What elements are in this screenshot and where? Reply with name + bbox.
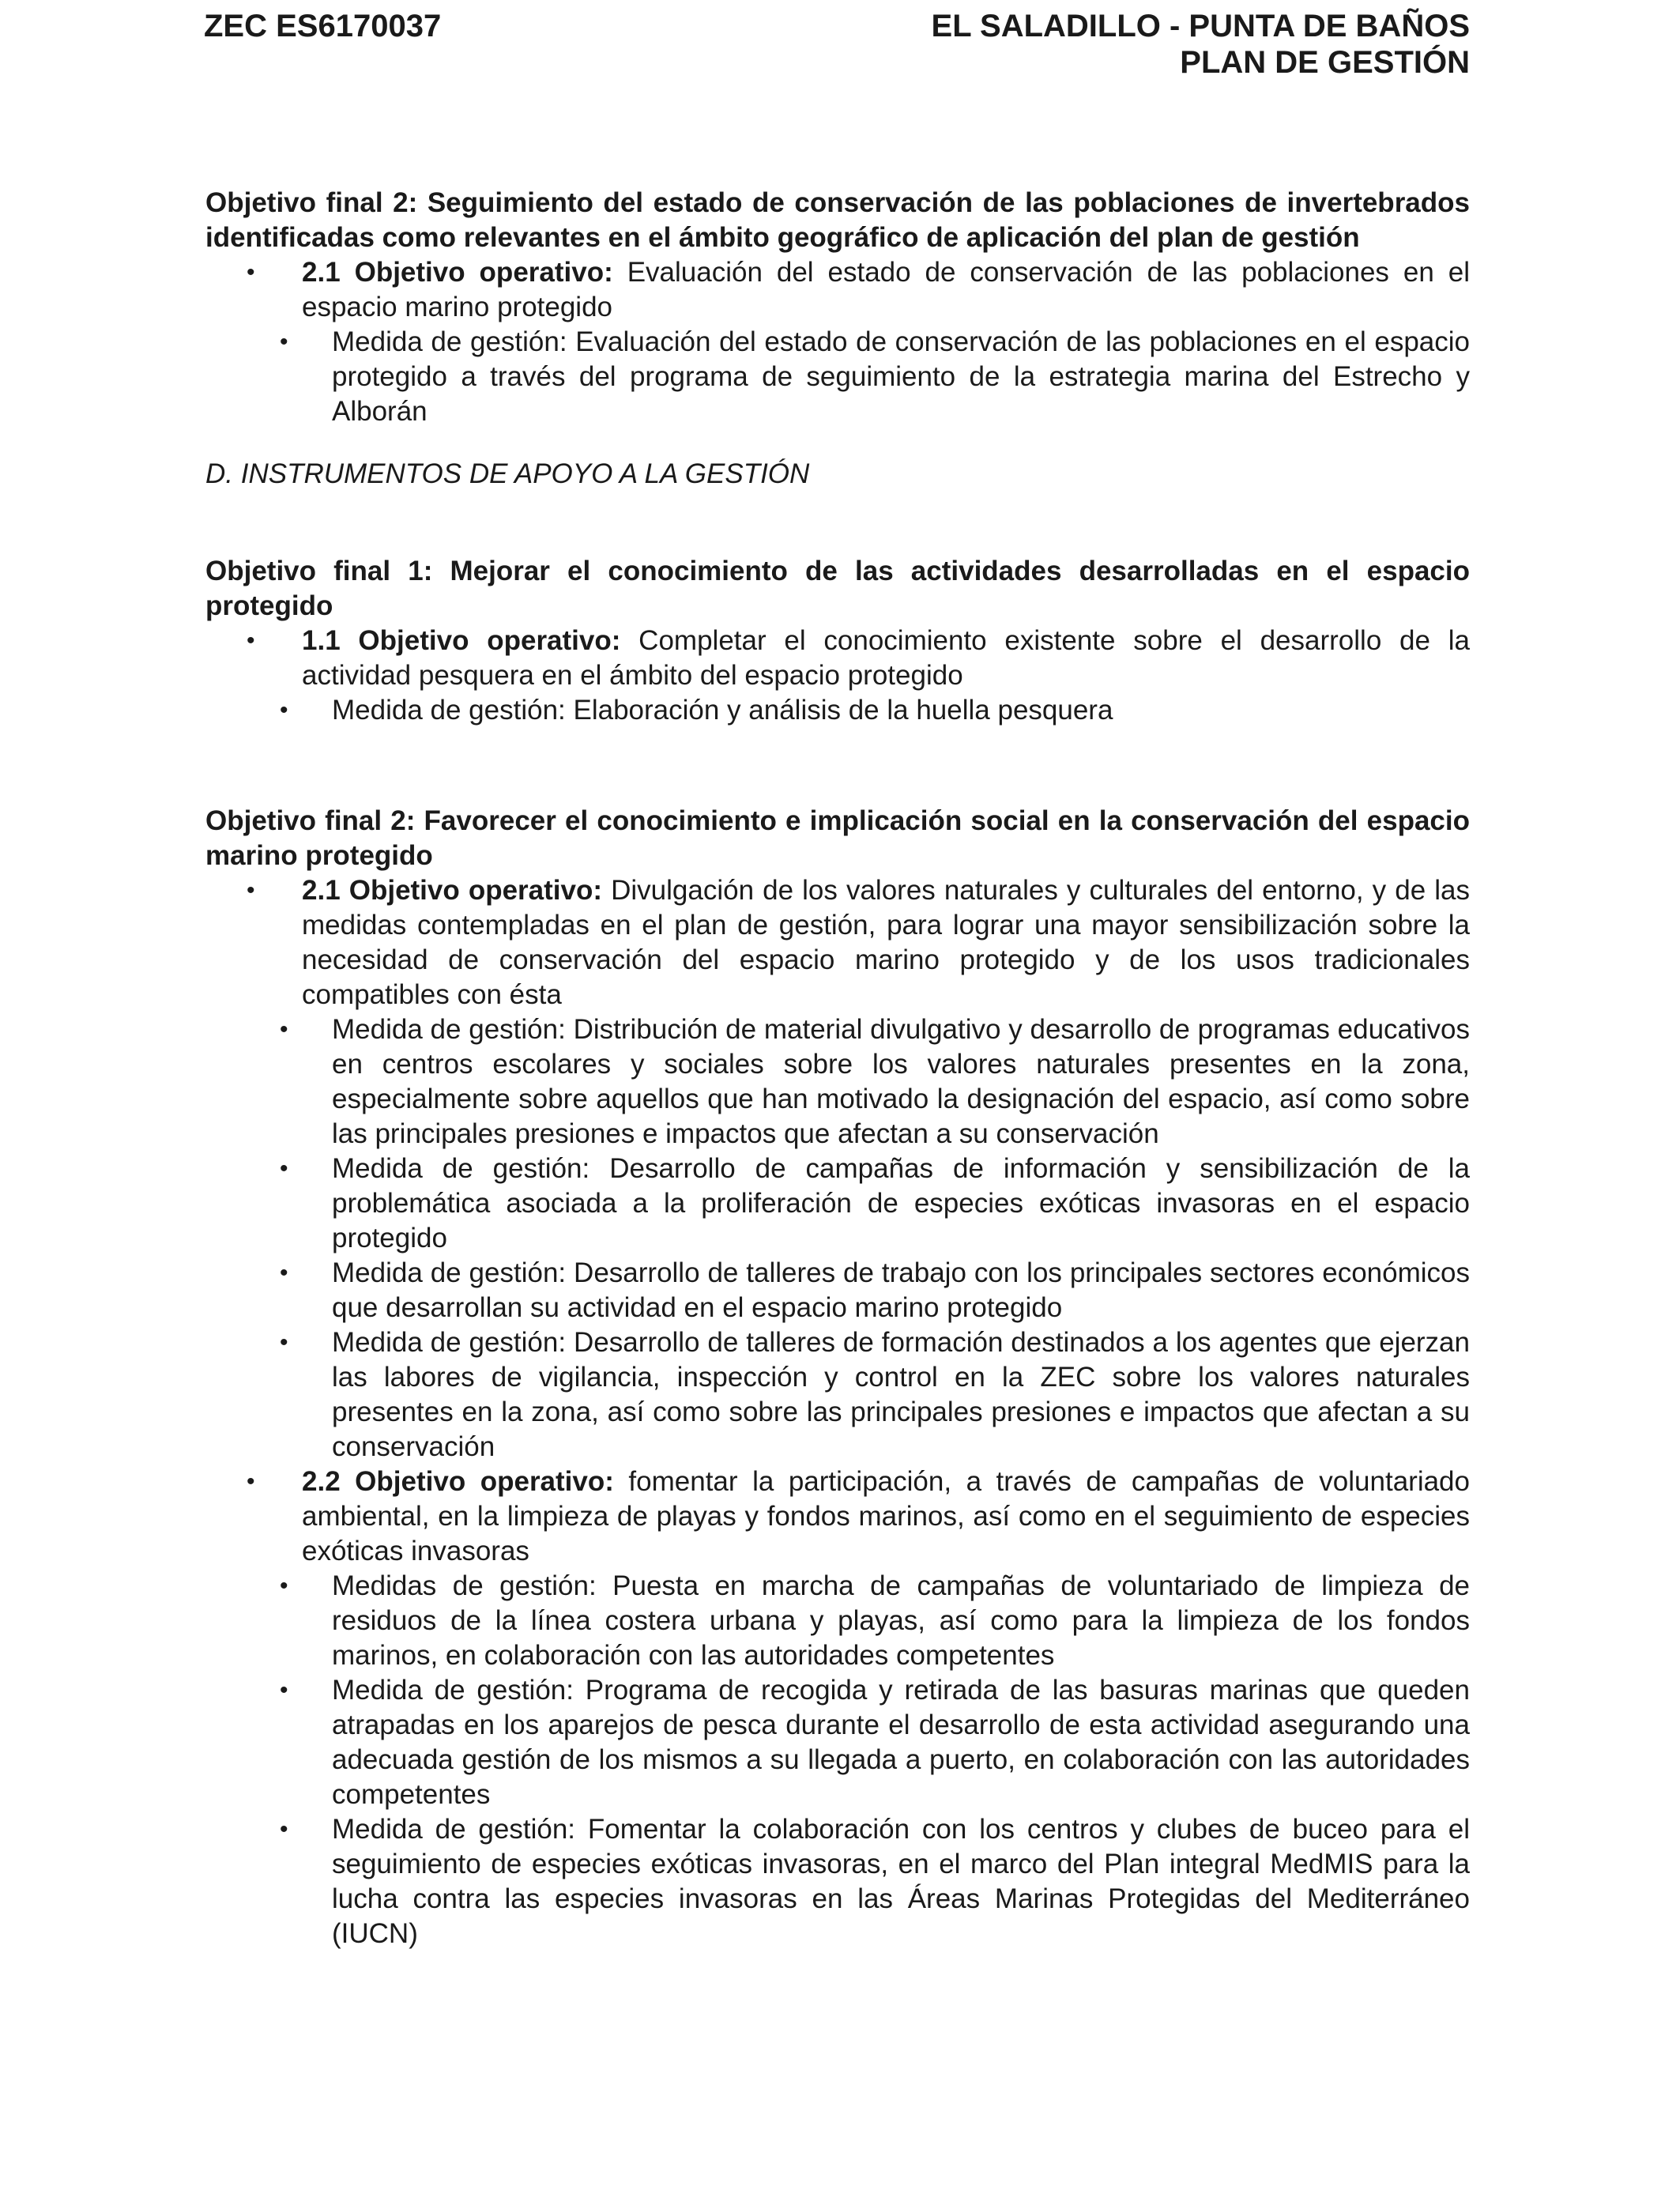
operative-objective-list xyxy=(205,873,1470,1951)
measure-list xyxy=(205,325,1470,429)
measure-item: • Medida de gestión: Distribución de material divulgativo y desarrollo de programas educativos en centros escolares y sociales sobre los valores naturales presentes en la zona, especialmente sobre aquellos que han motivado la designación del espacio, así como sobre las principales presiones e impactos que afectan a su conservación xyxy=(205,1012,1470,1152)
operative-objective-text xyxy=(302,255,1470,325)
measure-item: • Medida de gestión: Desarrollo de campañas de información y sensibilización de la problemática asociada a la proliferación de especies exóticas invasoras en el espacio protegido xyxy=(205,1152,1470,1256)
document-body xyxy=(205,186,1470,1951)
operative-objective-label: 2.1 Objetivo operativo: xyxy=(302,875,603,906)
header-title xyxy=(932,8,1470,81)
operative-objective-list xyxy=(205,255,1470,429)
operative-objective-item xyxy=(205,255,1470,429)
operative-objective-desc: Completar el conocimiento existente sobre el desarrollo de la actividad pesquera en el ámbito del espacio protegido xyxy=(302,625,1470,691)
operative-objective-label: 1.1 Objetivo operativo: xyxy=(302,625,621,656)
operative-objective-text xyxy=(302,624,1470,693)
operative-objective-list xyxy=(205,624,1470,728)
measure-item: • Medida de gestión: Evaluación del estado de conservación de las poblaciones en el espacio protegido a través del programa de seguimiento de la estrategia marina del Estrecho y Alborán xyxy=(205,325,1470,429)
header-site-name: EL SALADILLO - PUNTA DE BAÑOS xyxy=(931,9,1470,43)
operative-objective-item xyxy=(205,873,1470,1465)
section-heading: D. INSTRUMENTOS DE APOYO A LA GESTIÓN xyxy=(205,458,810,489)
operative-objective-desc: fomentar la participación, a través de campañas de voluntariado ambiental, en la limpieza de playas y fondos marinos, así como en el seguimiento de especies exóticas invasoras xyxy=(302,1466,1470,1566)
measure-item: • Medida de gestión: Desarrollo de talleres de formación destinados a los agentes que ejerzan las labores de vigilancia, inspección y control en la ZEC sobre los valores naturales presentes en la zona, así como sobre las principales presiones e impactos que afectan a su conservación xyxy=(205,1325,1470,1465)
operative-objective-desc: Evaluación del estado de conservación de las poblaciones en el espacio marino protegido xyxy=(302,257,1470,322)
final-objective-heading: Objetivo final 2: Seguimiento del estado de conservación de las poblaciones de invertebrados identificadas como relevantes en el ámbito geográfico de aplicación del plan de gestión xyxy=(205,187,1470,253)
operative-objective-label: 2.2 Objetivo operativo: xyxy=(302,1466,614,1497)
header-doc-type: PLAN DE GESTIÓN xyxy=(1180,45,1470,80)
measure-list xyxy=(205,693,1470,728)
header-site-code: ZEC ES6170037 xyxy=(204,9,442,43)
operative-objective-label: 2.1 Objetivo operativo: xyxy=(302,257,613,288)
measure-item: • Medida de gestión: Elaboración y análisis de la huella pesquera xyxy=(205,693,1470,728)
measure-item: • Medida de gestión: Fomentar la colaboración con los centros y clubes de buceo para el seguimiento de especies exóticas invasoras, en el marco del Plan integral MedMIS para la lucha contra las especies invasoras en las Áreas Marinas Protegidas del Mediterráneo (IUCN) xyxy=(205,1812,1470,1951)
measure-item: • Medida de gestión: Desarrollo de talleres de trabajo con los principales sectores económicos que desarrollan su actividad en el espacio marino protegido xyxy=(205,1256,1470,1325)
measure-list xyxy=(205,1012,1470,1465)
operative-objective-desc: Divulgación de los valores naturales y culturales del entorno, y de las medidas contempladas en el plan de gestión, para lograr una mayor sensibilización sobre la necesidad de conservación del espacio marino protegido y de los usos tradicionales compatibles con ésta xyxy=(302,875,1471,1010)
final-objective-heading: Objetivo final 2: Favorecer el conocimiento e implicación social en la conservación del espacio marino protegido xyxy=(205,805,1470,871)
operative-objective-text xyxy=(302,1465,1470,1569)
operative-objective-item xyxy=(205,1465,1470,1951)
operative-objective-text xyxy=(302,873,1470,1012)
measure-item: • Medida de gestión: Programa de recogida y retirada de las basuras marinas que queden atrapadas en los aparejos de pesca durante el desarrollo de esta actividad asegurando una adecuada gestión de los mismos a su llegada a puerto, en colaboración con las autoridades competentes xyxy=(205,1673,1470,1812)
measure-list xyxy=(205,1569,1470,1951)
final-objective-heading: Objetivo final 1: Mejorar el conocimiento de las actividades desarrolladas en el espacio protegido xyxy=(205,556,1470,621)
operative-objective-item xyxy=(205,624,1470,728)
measure-item: • Medidas de gestión: Puesta en marcha de campañas de voluntariado de limpieza de residuos de la línea costera urbana y playas, así como para la limpieza de los fondos marinos, en colaboración con las autoridades competentes xyxy=(205,1569,1470,1673)
